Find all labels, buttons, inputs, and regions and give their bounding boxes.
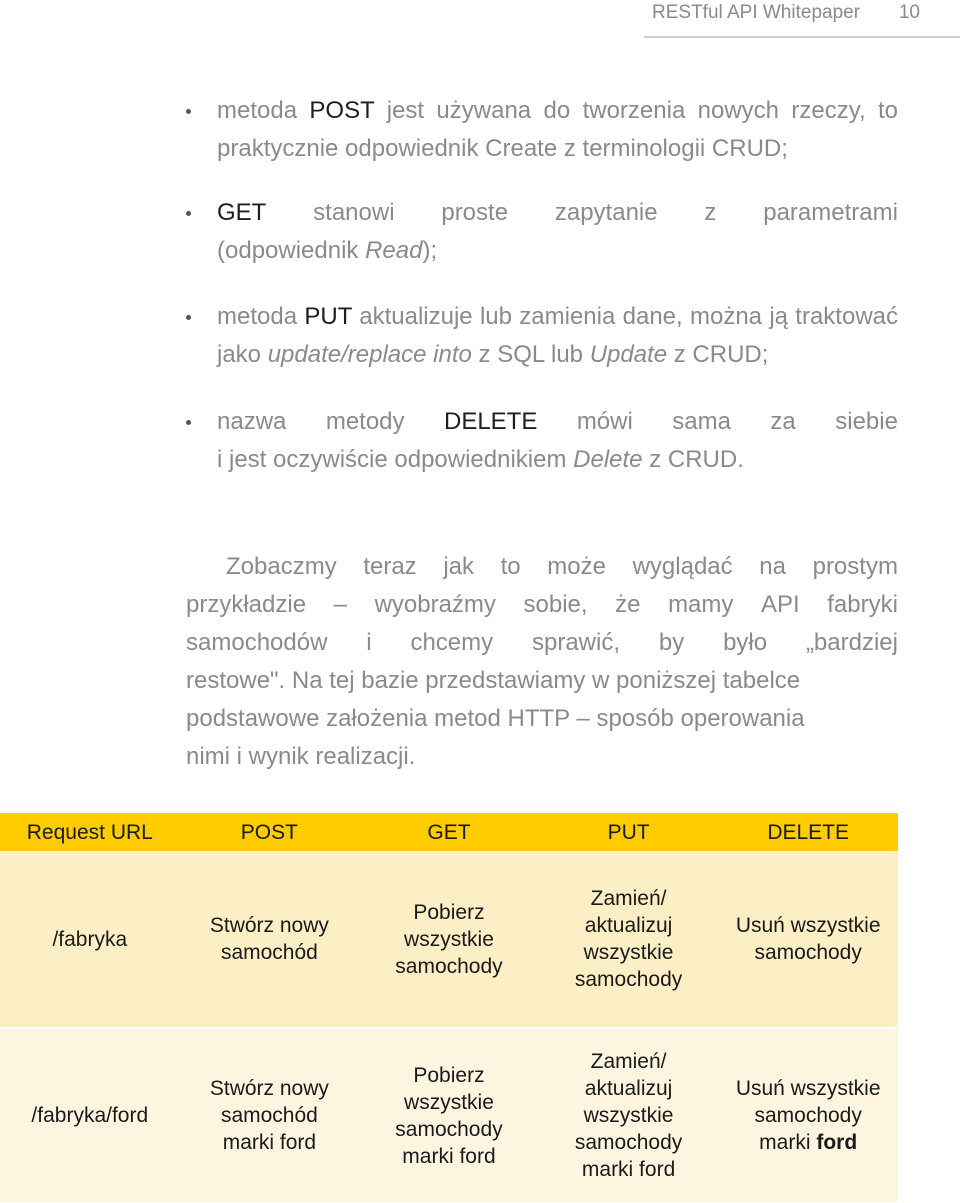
paragraph-line-2: przykładzie – wyobraźmy sobie, że mamy API fabryki <box>186 591 898 618</box>
list-item-delete <box>186 403 898 479</box>
document-title: RESTful API Whitepaper <box>652 2 861 23</box>
table-cell-put: Zamień/ aktualizuj wszystkie samochody marki ford <box>574 1050 683 1181</box>
paragraph-line-5: podstawowe założenia metod HTTP – sposób operowania <box>186 705 805 732</box>
list-item-line: (odpowiednik Read); <box>217 237 438 264</box>
http-methods-table <box>0 813 898 1202</box>
column-header-get: GET <box>427 820 471 844</box>
list-item-line: i jest oczywiście odpowiednikiem Delete z CRUD. <box>217 446 744 473</box>
paragraph-line-1: Zobaczmy teraz jak to może wyglądać na prostym <box>226 553 898 580</box>
paragraph-line-6: nimi i wynik realizacji. <box>186 743 416 770</box>
column-header-post: POST <box>240 820 298 844</box>
column-header-delete: DELETE <box>767 820 850 844</box>
list-item-post: metoda POST jest używana do tworzenia nowych rzeczy, to praktycznie odpowiednik Create z terminologii CRUD; <box>186 92 898 168</box>
page-header <box>644 0 960 38</box>
keyword-put: PUT <box>304 303 352 330</box>
table-cell-put: Zamień/ aktualizuj wszystkie samochody <box>574 887 683 991</box>
list-item-line: nazwa metody DELETE mówi sama za siebie <box>217 403 898 441</box>
keyword-get: GET <box>217 199 267 226</box>
keyword-delete: DELETE <box>443 408 538 435</box>
page-number: 10 <box>898 2 920 23</box>
table-cell-url: /fabryka/ford <box>31 1104 149 1127</box>
table-cell-post: Stwórz nowy samochód marki ford <box>209 1077 329 1154</box>
list-item-get <box>186 194 898 270</box>
table-cell-get: Pobierz wszystkie samochody marki ford <box>395 1063 503 1168</box>
table-cell-delete: Usuń wszystkie samochody <box>735 914 881 964</box>
keyword-post: POST <box>309 97 375 124</box>
list-item-line: GET stanowi proste zapytanie z parametrami <box>217 194 898 232</box>
column-header-request-url: Request URL <box>26 820 153 844</box>
paragraph-line-3: samochodów i chcemy sprawić, by było „bardziej <box>186 629 898 656</box>
table-row <box>0 851 898 1027</box>
http-methods-list <box>186 92 898 479</box>
table-cell-delete: Usuń wszystkie samochody marki ford <box>735 1077 881 1154</box>
intro-paragraph <box>186 548 898 776</box>
table-header-row <box>0 813 898 851</box>
table-cell-get: Pobierz wszystkie samochody <box>395 900 503 978</box>
paragraph-line-4: restowe". Na tej bazie przedstawiamy w poniższej tabelce <box>186 667 801 694</box>
list-item-put: metoda PUT aktualizuje lub zamienia dane, można ją traktować jako update/replace into z SQL lub Update z CRUD; <box>186 298 898 374</box>
table-cell-post: Stwórz nowy samochód <box>209 914 329 964</box>
table-cell-url: /fabryka <box>52 927 128 951</box>
table-row <box>0 1029 898 1202</box>
column-header-put: PUT <box>607 820 650 844</box>
